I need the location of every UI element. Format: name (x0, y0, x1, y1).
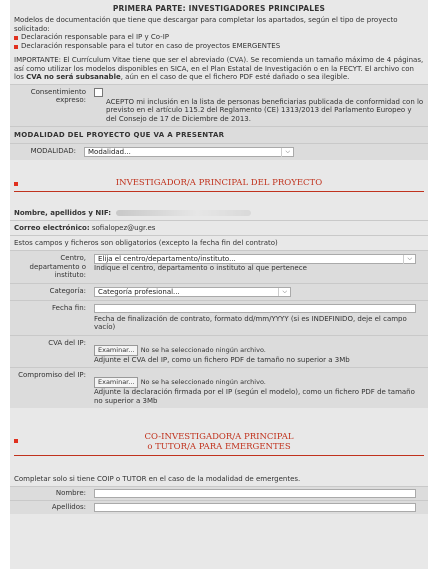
chevron-down-icon: ⌵ (278, 288, 287, 297)
ip-commit-row (10, 367, 428, 408)
chevron-down-icon: ⌵ (281, 148, 290, 157)
ip-category-row (10, 283, 428, 300)
ip-date-label: Fecha fin: (52, 303, 86, 312)
ip-required-note: Estos campos y ficheros son obligatorios (excepto la fecha fin del contrato) (10, 235, 428, 250)
intro-text: Modelos de documentación que tiene que descargar para completar los apartados, según el tipo de proyecto solicitado: (14, 16, 398, 33)
ip-email-row (10, 220, 428, 235)
consent-row (10, 84, 428, 127)
bullet-icon (14, 439, 18, 443)
ip-cva-row (10, 335, 428, 368)
ip-category-label: Categoría: (49, 286, 86, 295)
ip-date-help: Fecha de finalización de contrato, formato dd/mm/YYYY (si es INDEFINIDO, deje el campo vacío) (94, 314, 407, 332)
doc-link-tutor-label[interactable]: Declaración responsable para el tutor en caso de proyectos EMERGENTES (21, 42, 281, 51)
ip-category-select-value: Categoría profesional... (98, 287, 180, 296)
bullet-icon (14, 182, 18, 186)
page-title: PRIMERA PARTE: INVESTIGADORES PRINCIPALES (112, 4, 326, 13)
bullet-icon (14, 36, 18, 40)
doc-link-tutor[interactable] (10, 42, 428, 51)
ip-center-select-value: Elija el centro/departamento/instituto... (98, 255, 236, 264)
ip-cva-help: Adjunte el CVA del IP, como un fichero PDF de tamaño no superior a 3Mb (94, 355, 350, 364)
ip-heading (14, 160, 424, 192)
important-text-end: , aún en el caso de que el fichero PDF esté dañado o sea ilegible. (120, 73, 350, 82)
modalidad-select-value: Modalidad... (88, 148, 131, 157)
coip-name-label: Nombre: (55, 489, 86, 498)
ip-date-input[interactable] (94, 304, 416, 313)
ip-commit-label: Compromiso del IP: (18, 371, 86, 380)
ip-name-label: Nombre, apellidos y NIF: (14, 209, 112, 218)
ip-cva-label: CVA del IP: (48, 338, 86, 347)
consent-text: ACEPTO mi inclusión en la lista de personas beneficiarias publicada de conformidad con lo previsto en el artículo 115.2 del Reglamento (CE) 1313/2013 del Parlamento Europeo y del Consejo de 17 de Diciembre de 2013. (106, 97, 424, 123)
ip-center-label: Centro, departamento o instituto: (29, 254, 86, 280)
ip-name-value (116, 210, 251, 216)
ip-center-row (10, 250, 428, 283)
ip-commit-help: Adjunte la declaración firmada por el IP (según el modelo), como un fichero PDF de tamaño no superior a 3Mb (94, 388, 415, 405)
doc-link-ip-label[interactable]: Declaración responsable para el IP y Co-IP (21, 33, 169, 42)
ip-cva-file-status: No se ha seleccionado ningún archivo. (140, 345, 266, 354)
coip-heading (14, 408, 424, 456)
important-bold: CVA no será subsanable (26, 73, 121, 82)
ip-center-select[interactable] (94, 254, 416, 264)
modalidad-select[interactable] (84, 147, 294, 157)
coip-name-row (10, 486, 428, 500)
modalidad-row (10, 143, 428, 160)
coip-surname-label: Apellidos: (51, 503, 86, 512)
modalidad-heading: MODALIDAD DEL PROYECTO QUE VA A PRESENTAR (10, 126, 428, 143)
coip-surname-row (10, 500, 428, 514)
doc-link-ip[interactable] (10, 33, 428, 42)
ip-email-value: sofialopez@ugr.es (91, 224, 156, 233)
modalidad-label: MODALIDAD: (30, 147, 76, 156)
form-panel (10, 0, 428, 569)
important-text: IMPORTANTE: El Currículum Vitae tiene que ser el abreviado (CVA). Se recomienda un tamaño máximo de 4 páginas, así como utilizar los modelos disponibles en SICA, en el Plan Estatal de Investigación o en la FECYT. El archivo con los (14, 56, 424, 82)
bullet-icon (14, 45, 18, 49)
coip-name-input[interactable] (94, 489, 416, 498)
ip-category-select[interactable] (94, 287, 291, 297)
consent-checkbox[interactable] (94, 88, 103, 97)
coip-note: Completar solo si tiene COIP o TUTOR en el caso de la modalidad de emergentes. (10, 472, 428, 486)
coip-heading-line1: CO-INVESTIGADOR/A PRINCIPAL (144, 432, 294, 443)
coip-surname-input[interactable] (94, 503, 416, 512)
ip-email-label: Correo electrónico: (14, 224, 90, 233)
chevron-down-icon: ⌵ (403, 255, 412, 264)
consent-label: Consentimiento expreso: (30, 87, 86, 105)
ip-center-help: Indique el centro, departamento o instituto al que pertenece (94, 264, 307, 273)
important-note (10, 51, 428, 82)
ip-cva-browse-button[interactable]: Examinar... (94, 345, 138, 356)
ip-commit-file-status: No se ha seleccionado ningún archivo. (140, 378, 266, 387)
ip-date-row (10, 300, 428, 335)
ip-commit-browse-button[interactable]: Examinar... (94, 377, 138, 388)
ip-heading-text: INVESTIGADOR/A PRINCIPAL DEL PROYECTO (115, 178, 323, 189)
coip-heading-line2: o TUTOR/A PARA EMERGENTES (147, 442, 291, 453)
ip-name-row (10, 206, 428, 220)
